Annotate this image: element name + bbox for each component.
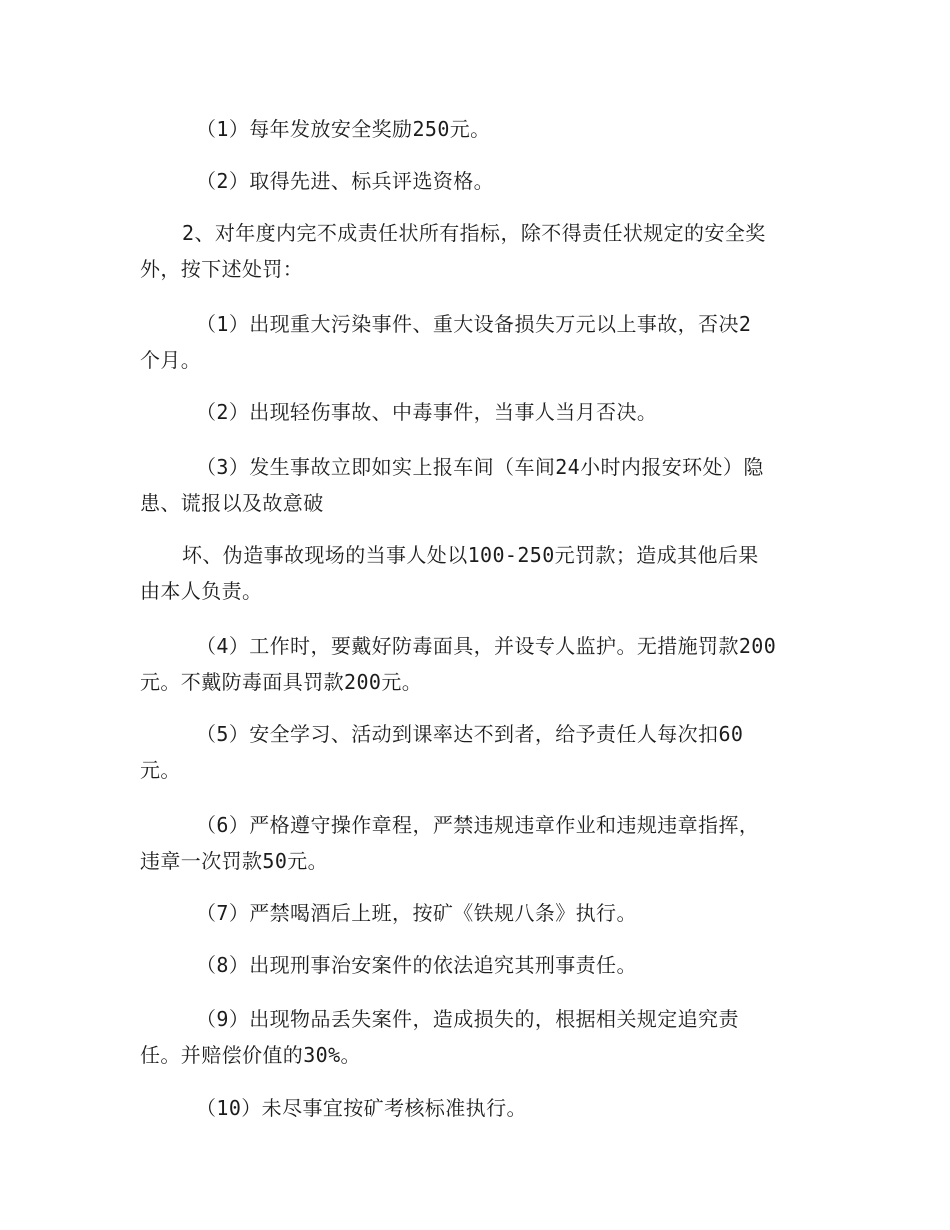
text-line: （3）发生事故立即如实上报车间（车间24小时内报安环处）隐 bbox=[196, 455, 764, 479]
text-line: （4）工作时，要戴好防毒面具，并设专人监护。无措施罚款200 bbox=[196, 634, 777, 658]
text-line: （6）严格遵守操作章程，严禁违规违章作业和违规违章指挥， bbox=[196, 813, 760, 837]
text-line: 个月。 bbox=[140, 348, 202, 372]
text-line: 元。 bbox=[140, 758, 181, 782]
text-line: 坏、伪造事故现场的当事人处以100-250元罚款；造成其他后果 bbox=[182, 543, 759, 567]
text-line: 外，按下述处罚： bbox=[140, 257, 304, 281]
text-line: 2、对年度内完不成责任状所有指标，除不得责任状规定的安全奖 bbox=[182, 221, 766, 245]
text-line: （2）取得先进、标兵评选资格。 bbox=[196, 169, 495, 193]
text-line: （5）安全学习、活动到课率达不到者，给予责任人每次扣60 bbox=[196, 722, 744, 746]
text-line: （1）每年发放安全奖励250元。 bbox=[196, 117, 491, 141]
text-line: 违章一次罚款50元。 bbox=[140, 849, 329, 873]
text-line: （10）未尽事宜按矿考核标准执行。 bbox=[196, 1096, 527, 1120]
text-line: （9）出现物品丢失案件，造成损失的，根据相关规定追究责 bbox=[196, 1007, 739, 1031]
text-line: 元。不戴防毒面具罚款200元。 bbox=[140, 670, 423, 694]
text-line: 由本人负责。 bbox=[140, 579, 263, 603]
text-line: （8）出现刑事治安案件的依法追究其刑事责任。 bbox=[196, 953, 637, 977]
text-line: 患、谎报以及故意破 bbox=[140, 491, 324, 515]
text-line: （2）出现轻伤事故、中毒事件，当事人当月否决。 bbox=[196, 400, 658, 424]
text-line: （1）出现重大污染事件、重大设备损失万元以上事故，否决2 bbox=[196, 312, 752, 336]
text-line: 任。并赔偿价值的30%。 bbox=[140, 1043, 361, 1067]
text-line: （7）严禁喝酒后上班，按矿《铁规八条》执行。 bbox=[196, 901, 637, 925]
